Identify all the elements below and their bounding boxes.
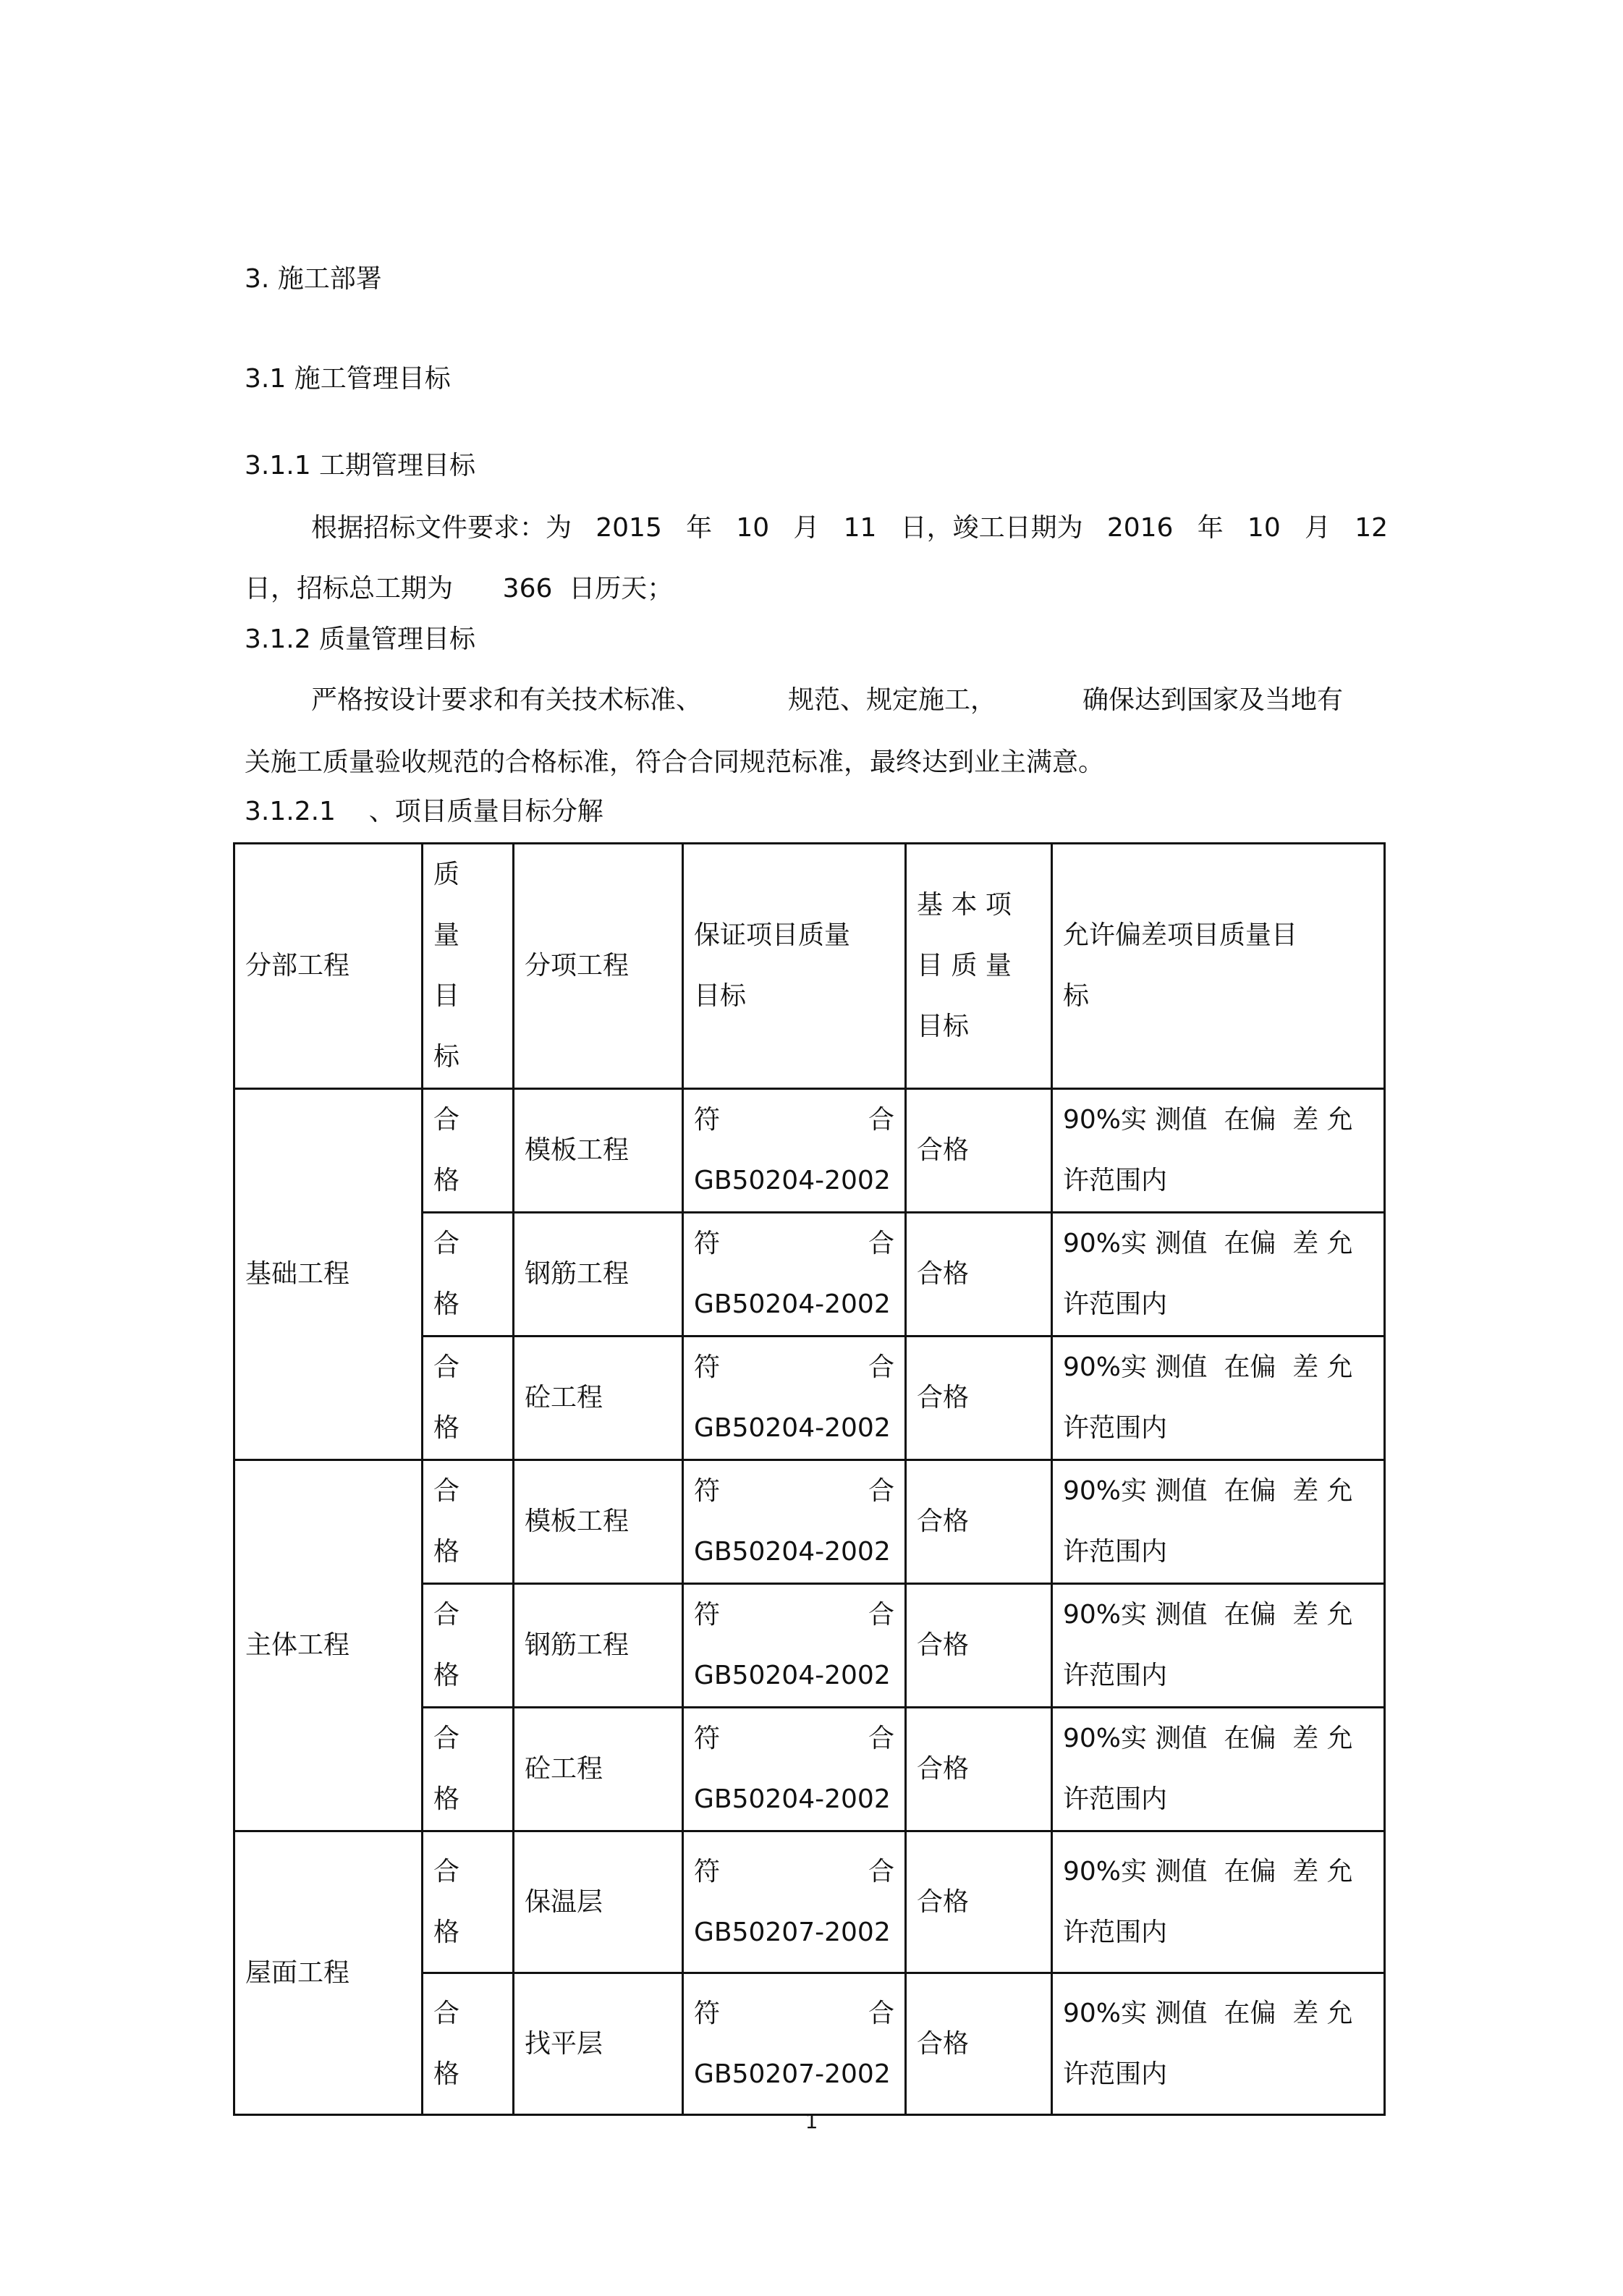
section-3-1-1-heading: 3.1.1 工期管理目标: [245, 451, 476, 480]
item-name: 钢筋工程: [525, 1259, 630, 1289]
group-name: 主体工程: [245, 1630, 350, 1660]
standard-code: GB50204-2002: [694, 1784, 891, 1814]
goal-cell: [423, 1460, 514, 1584]
basic-cell: [906, 1831, 1052, 1973]
item-cell: [514, 1460, 683, 1584]
group-name-cell: [234, 1089, 423, 1460]
header-fenxiang: [514, 844, 683, 1089]
item-cell: [514, 1973, 683, 2115]
basic-cell: [906, 1584, 1052, 1708]
deviation-line-2: 许范围内: [1063, 1166, 1168, 1195]
goal-char: 格: [433, 1784, 460, 1814]
start-day: 11: [843, 513, 877, 543]
header-baozheng: [683, 844, 906, 1089]
end-day: 12: [1355, 513, 1388, 543]
standard-word: 合: [868, 1724, 894, 1753]
quality-target-table: [233, 842, 1386, 2116]
standard-cell: [683, 1708, 906, 1831]
text-segment: 确保达到国家及当地有: [1082, 685, 1343, 715]
deviation-line-1: 90%实 测值 在偏 差 允: [1063, 1229, 1353, 1258]
basic-value: 合格: [917, 1754, 970, 1784]
goal-cell: [423, 1213, 514, 1336]
deviation-line-1: 90%实 测值 在偏 差 允: [1063, 1476, 1353, 1506]
header-line: 目 质 量: [917, 951, 1012, 980]
standard-word: 符: [694, 1229, 721, 1258]
item-cell: [514, 1831, 683, 1973]
standard-word: 合: [868, 1105, 894, 1135]
deviation-cell: [1052, 1584, 1385, 1708]
goal-char: 合: [433, 1856, 460, 1886]
standard-word: 符: [694, 1998, 721, 2028]
standard-code: GB50204-2002: [694, 1166, 891, 1195]
item-name: 砼工程: [525, 1754, 603, 1784]
table-header-row: [234, 844, 1385, 1089]
standard-word: 符: [694, 1856, 721, 1886]
deviation-line-2: 许范围内: [1063, 1917, 1168, 1947]
deviation-line-2: 许范围内: [1063, 1661, 1168, 1690]
basic-value: 合格: [917, 1259, 970, 1289]
standard-word: 合: [868, 1600, 894, 1630]
deviation-cell: [1052, 1336, 1385, 1460]
standard-code: GB50204-2002: [694, 1661, 891, 1690]
basic-cell: [906, 1708, 1052, 1831]
basic-value: 合格: [917, 1135, 970, 1165]
deviation-cell: [1052, 1213, 1385, 1336]
item-name: 砼工程: [525, 1383, 603, 1412]
goal-char: 格: [433, 1661, 460, 1690]
goal-char: 格: [433, 2059, 460, 2089]
goal-char: 合: [433, 1105, 460, 1135]
goal-char: 合: [433, 1476, 460, 1506]
header-fenbu: [234, 844, 423, 1089]
header-label: 分项工程: [525, 951, 630, 980]
text-segment: 严格按设计要求和有关技术标准、: [311, 685, 703, 715]
goal-char: 合: [433, 1600, 460, 1630]
group-name: 基础工程: [245, 1259, 350, 1289]
deviation-line-1: 90%实 测值 在偏 差 允: [1063, 1600, 1353, 1630]
goal-char: 格: [433, 1537, 460, 1567]
standard-code: GB50204-2002: [694, 1413, 891, 1443]
basic-cell: [906, 1973, 1052, 2115]
item-name: 钢筋工程: [525, 1630, 630, 1660]
item-cell: [514, 1089, 683, 1213]
item-name: 模板工程: [525, 1507, 630, 1536]
basic-cell: [906, 1460, 1052, 1584]
header-line: 目标: [917, 1012, 970, 1041]
goal-cell: [423, 1089, 514, 1213]
basic-value: 合格: [917, 1507, 970, 1536]
header-label: 分部工程: [245, 951, 350, 980]
standard-cell: [683, 1460, 906, 1584]
standard-code: GB50207-2002: [694, 2059, 891, 2089]
item-name: 模板工程: [525, 1135, 630, 1165]
item-cell: [514, 1336, 683, 1460]
goal-cell: [423, 1584, 514, 1708]
deviation-line-2: 许范围内: [1063, 1413, 1168, 1443]
item-cell: [514, 1708, 683, 1831]
table-body: [234, 1089, 1385, 2115]
standard-word: 符: [694, 1724, 721, 1753]
standard-cell: [683, 1089, 906, 1213]
text-segment: 月: [793, 513, 820, 543]
end-month: 10: [1247, 513, 1281, 543]
deviation-cell: [1052, 1460, 1385, 1584]
header-char: 量: [433, 920, 460, 950]
standard-word: 符: [694, 1476, 721, 1506]
goal-char: 格: [433, 1413, 460, 1443]
header-line: 基 本 项: [917, 890, 1012, 920]
goal-char: 合: [433, 1724, 460, 1753]
deviation-line-1: 90%实 测值 在偏 差 允: [1063, 1352, 1353, 1382]
goal-cell: [423, 1336, 514, 1460]
group-name: 屋面工程: [245, 1957, 350, 1988]
deviation-cell: [1052, 1089, 1385, 1213]
basic-cell: [906, 1336, 1052, 1460]
header-line: 目标: [694, 981, 747, 1011]
standard-word: 合: [868, 1352, 894, 1382]
header-zhiliang: [423, 844, 514, 1089]
section-3-1-heading: 3.1 施工管理目标: [245, 364, 451, 394]
header-line: 允许偏差项目质量目: [1063, 920, 1298, 950]
standard-cell: [683, 1831, 906, 1973]
deviation-cell: [1052, 1708, 1385, 1831]
schedule-paragraph-line-1: [311, 511, 1388, 546]
deviation-line-2: 许范围内: [1063, 1289, 1168, 1319]
standard-word: 合: [868, 1476, 894, 1506]
deviation-line-2: 许范围内: [1063, 1784, 1168, 1814]
basic-value: 合格: [917, 1886, 970, 1917]
standard-code: GB50207-2002: [694, 1917, 891, 1947]
basic-value: 合格: [917, 1630, 970, 1660]
standard-word: 符: [694, 1600, 721, 1630]
standard-cell: [683, 1213, 906, 1336]
standard-cell: [683, 1584, 906, 1708]
deviation-line-1: 90%实 测值 在偏 差 允: [1063, 1105, 1353, 1135]
deviation-line-1: 90%实 测值 在偏 差 允: [1063, 1856, 1353, 1886]
text-segment: 年: [1197, 513, 1224, 543]
schedule-paragraph-line-2: 日，招标总工期为 366 日历天；: [245, 574, 674, 603]
deviation-line-1: 90%实 测值 在偏 差 允: [1063, 1724, 1353, 1753]
table-row: [234, 1460, 1385, 1584]
section-title: 3. 施工部署: [245, 264, 382, 294]
header-jiben: [906, 844, 1052, 1089]
goal-char: 格: [433, 1289, 460, 1319]
header-char: 标: [433, 1042, 460, 1072]
start-year: 2015: [596, 513, 662, 543]
group-name-cell: [234, 1460, 423, 1831]
page-number: 1: [805, 2109, 818, 2133]
quality-paragraph-line-1: [311, 683, 1343, 718]
end-year: 2016: [1106, 513, 1174, 543]
quality-paragraph-line-2: 关施工质量验收规范的合格标准，符合合同规范标准，最终达到业主满意。: [245, 747, 1105, 777]
goal-char: 合: [433, 1998, 460, 2028]
standard-word: 符: [694, 1352, 721, 1382]
item-name: 找平层: [525, 2028, 603, 2059]
section-3-1-2-1-heading: 3.1.2.1 、项目质量目标分解: [245, 797, 603, 826]
table-row: [234, 1831, 1385, 1973]
header-char: 目: [433, 981, 460, 1011]
deviation-cell: [1052, 1973, 1385, 2115]
header-line: 保证项目质量: [694, 920, 851, 950]
item-cell: [514, 1584, 683, 1708]
text-segment: 日，竣工日期为: [900, 513, 1083, 543]
goal-char: 格: [433, 1917, 460, 1947]
standard-word: 符: [694, 1105, 721, 1135]
basic-cell: [906, 1213, 1052, 1336]
goal-char: 格: [433, 1166, 460, 1195]
table-row: [234, 1089, 1385, 1213]
standard-word: 合: [868, 1229, 894, 1258]
basic-cell: [906, 1089, 1052, 1213]
deviation-line-2: 许范围内: [1063, 1537, 1168, 1567]
goal-char: 合: [433, 1352, 460, 1382]
standard-word: 合: [868, 1856, 894, 1886]
start-month: 10: [736, 513, 770, 543]
standard-cell: [683, 1336, 906, 1460]
text-segment: 月: [1304, 513, 1331, 543]
goal-cell: [423, 1708, 514, 1831]
header-char: 质: [433, 860, 460, 889]
text-segment: 年: [686, 513, 713, 543]
goal-char: 合: [433, 1229, 460, 1258]
section-3-1-2-heading: 3.1.2 质量管理目标: [245, 624, 476, 654]
goal-cell: [423, 1973, 514, 2115]
header-line: 标: [1063, 981, 1090, 1011]
goal-cell: [423, 1831, 514, 1973]
deviation-line-1: 90%实 测值 在偏 差 允: [1063, 1998, 1353, 2028]
header-yunxu: [1052, 844, 1385, 1089]
text-segment: 规范、规定施工，: [787, 685, 996, 715]
standard-cell: [683, 1973, 906, 2115]
text-segment: 根据招标文件要求：为: [311, 513, 572, 543]
deviation-line-2: 许范围内: [1063, 2059, 1168, 2089]
standard-word: 合: [868, 1998, 894, 2028]
group-name-cell: [234, 1831, 423, 2115]
basic-value: 合格: [917, 2028, 970, 2059]
item-name: 保温层: [525, 1886, 603, 1917]
standard-code: GB50204-2002: [694, 1537, 891, 1567]
basic-value: 合格: [917, 1383, 970, 1412]
deviation-cell: [1052, 1831, 1385, 1973]
item-cell: [514, 1213, 683, 1336]
standard-code: GB50204-2002: [694, 1289, 891, 1319]
